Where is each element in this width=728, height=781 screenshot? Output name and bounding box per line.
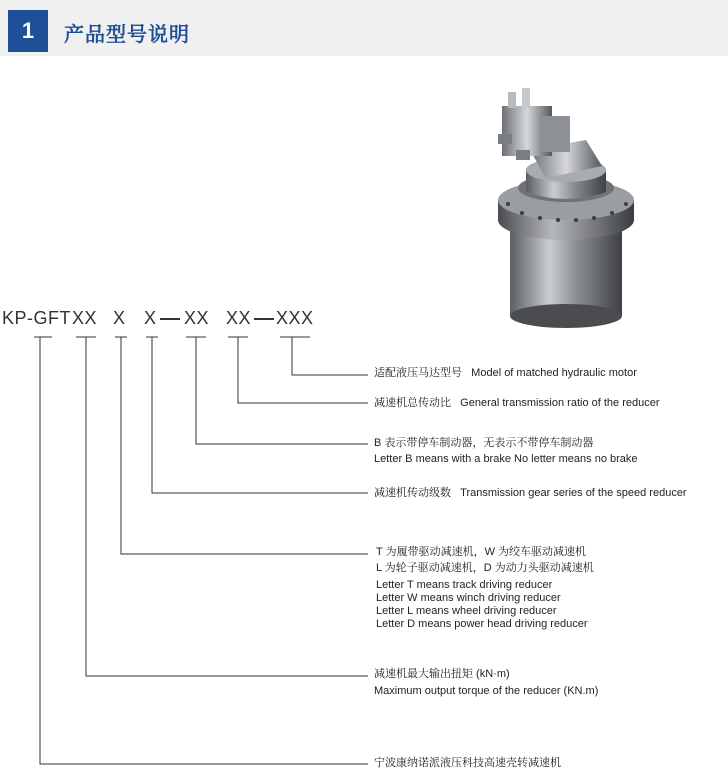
desc-series-en: Transmission gear series of the speed reducer <box>460 487 687 499</box>
leader-brake <box>196 337 368 444</box>
leader-series-name <box>40 337 368 764</box>
model-seg-torque: XX <box>72 308 98 328</box>
desc-brake <box>374 437 638 466</box>
desc-series-name-zh: 宁波康纳诺派液压科技高速壳转减速机 <box>374 757 561 769</box>
desc-ratio-zh: 减速机总传动比 <box>374 397 451 409</box>
leader-torque <box>86 337 368 676</box>
desc-drive-en2: Letter W means winch driving reducer <box>376 592 561 604</box>
desc-drive-en3: Letter L means wheel driving reducer <box>376 605 557 617</box>
desc-torque-en: Maximum output torque of the reducer (KN.m) <box>374 685 599 697</box>
desc-ratio <box>374 397 660 410</box>
desc-motor <box>374 367 637 380</box>
model-seg-series: X <box>144 308 157 328</box>
desc-motor-zh: 适配液压马达型号 <box>374 367 462 379</box>
section-title: 产品型号说明 <box>64 22 190 46</box>
desc-drive-en1: Letter T means track driving reducer <box>376 579 553 591</box>
model-seg-ratio: XX <box>226 308 252 328</box>
model-seg-motor: XXX <box>276 308 314 328</box>
desc-motor-en: Model of matched hydraulic motor <box>471 367 637 379</box>
leader-series <box>152 337 368 493</box>
desc-drive-zh2: L 为轮子驱动减速机，D 为动力头驱动减速机 <box>376 562 594 574</box>
leader-motor <box>292 337 368 375</box>
desc-series-name <box>374 757 561 770</box>
desc-drive-en4: Letter D means power head driving reducer <box>376 618 588 630</box>
desc-series <box>374 487 687 500</box>
desc-torque <box>374 668 598 698</box>
desc-brake-zh: B 表示带停车制动器，无表示不带停车制动器 <box>374 437 594 449</box>
desc-torque-zh: 减速机最大输出扭矩 (kN·m) <box>374 668 510 680</box>
model-seg-brake: XX <box>184 308 210 328</box>
model-seg-drive: X <box>113 308 126 328</box>
desc-brake-en: Letter B means with a brake No letter means no brake <box>374 453 638 465</box>
desc-ratio-en: General transmission ratio of the reducer <box>460 397 660 409</box>
leader-drive <box>121 337 368 554</box>
model-prefix: KP-GFT <box>2 308 71 328</box>
desc-drive <box>376 546 594 631</box>
leader-ratio <box>238 337 368 403</box>
desc-drive-zh1: T 为履带驱动减速机，W 为绞车驱动减速机 <box>376 546 587 558</box>
desc-series-zh: 减速机传动级数 <box>374 487 451 499</box>
section-number: 1 <box>8 10 48 52</box>
